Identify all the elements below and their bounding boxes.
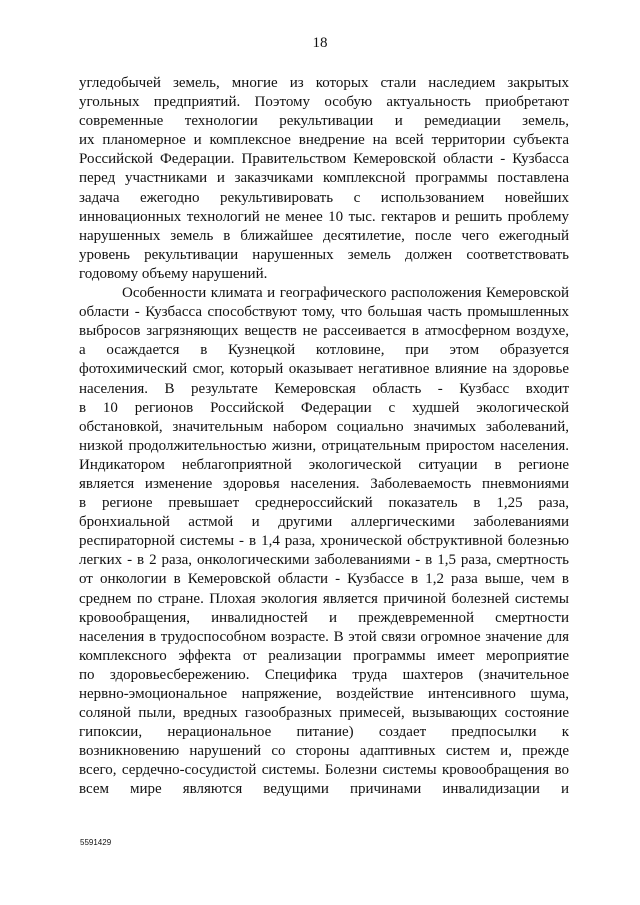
- text-line: инновационных технологий не менее 10 тыс. гектаров и решить проблему: [79, 208, 569, 225]
- text-line: выбросов загрязняющих веществ не рассеивается в атмосферном воздухе,: [79, 323, 569, 340]
- document-code: 5591429: [80, 838, 112, 847]
- text-line: фотохимический смог, который оказывает негативное влияние на здоровье: [79, 361, 569, 378]
- text-line: Индикатором неблагоприятной экологической ситуации в регионе: [79, 456, 569, 473]
- text-line: гипоксии, нерациональное питание) создает предпосылки к: [79, 724, 569, 741]
- text-line: современные технологии рекультивации и ремедиации земель,: [79, 113, 569, 130]
- text-line: среднем по стране. Плохая экология является причиной болезней системы: [79, 590, 569, 607]
- text-line: всем мире являются ведущими причинами инвалидизации и: [79, 781, 569, 798]
- text-line: перед участниками и заказчиками комплексной программы поставлена: [79, 170, 569, 187]
- text-line: в регионе превышает среднероссийский показатель в 1,25 раза,: [79, 495, 569, 512]
- text-line: задача ежегодно рекультивировать с использованием новейших: [79, 189, 569, 206]
- text-line: их планомерное и комплексное внедрение на всей территории субъекта: [79, 132, 569, 149]
- text-line: нервно-эмоциональное напряжение, воздействие интенсивного шума,: [79, 686, 569, 702]
- text-line: всего, сердечно-сосудистой системы. Болезни системы кровообращения во: [79, 762, 569, 779]
- text-line: Особенности климата и географического расположения Кемеровской: [122, 285, 569, 302]
- text-line: населения в трудоспособном возрасте. В этой связи огромное значение для: [79, 628, 569, 645]
- text-line: области - Кузбасса способствуют тому, что большая часть промышленных: [79, 304, 569, 321]
- text-line: населения. В результате Кемеровская область - Кузбасс входит: [79, 380, 569, 397]
- body-text: [79, 74, 569, 800]
- text-line: кровообращения, инвалидностей и преждевременной смертности: [79, 609, 569, 626]
- text-line: низкой продолжительностью жизни, отрицательным приростом населения.: [79, 437, 569, 454]
- text-line: соляной пыли, вредных газообразных примесей, вызывающих состояние: [79, 705, 569, 722]
- paragraph-2: [79, 284, 569, 800]
- text-line: угледобычей земель, многие из которых стали наследием закрытых: [79, 75, 569, 91]
- paragraph-1: [79, 74, 569, 284]
- text-line: в 10 регионов Российской Федерации с худшей экологической: [79, 399, 569, 416]
- text-line: является изменение здоровья населения. Заболеваемость пневмониями: [79, 475, 569, 492]
- text-line: годовому объему нарушений.: [79, 265, 268, 282]
- text-line: легких - в 2 раза, онкологическими заболеваниями - в 1,5 раза, смертность: [79, 552, 569, 569]
- text-line: от онкологии в Кемеровской области - Кузбассе в 1,2 раза выше, чем в: [79, 571, 569, 588]
- text-line: бронхиальной астмой и другими аллергическими заболеваниями: [79, 514, 569, 531]
- text-line: угольных предприятий. Поэтому особую актуальность приобретают: [79, 94, 569, 111]
- text-line: обстановкой, значительным набором социально значимых заболеваний,: [79, 418, 569, 435]
- text-line: по здоровьесбережению. Специфика труда шахтеров (значительное: [79, 666, 569, 683]
- page-number: 18: [312, 35, 328, 51]
- text-line: нарушенных земель в ближайшее десятилетие, после чего ежегодный: [79, 227, 569, 244]
- text-line: респираторной системы - в 1,4 раза, хронической обструктивной болезнью: [79, 533, 569, 550]
- text-line: комплексного эффекта от реализации программы имеет мероприятие: [79, 647, 569, 664]
- text-line: Российской Федерации. Правительством Кемеровской области - Кузбасса: [79, 151, 569, 168]
- text-line: а осаждается в Кузнецкой котловине, при этом образуется: [79, 342, 569, 359]
- text-line: возникновению нарушений со стороны адаптивных систем и, прежде: [79, 743, 569, 760]
- text-line: уровень рекультивации нарушенных земель должен соответствовать: [79, 246, 569, 263]
